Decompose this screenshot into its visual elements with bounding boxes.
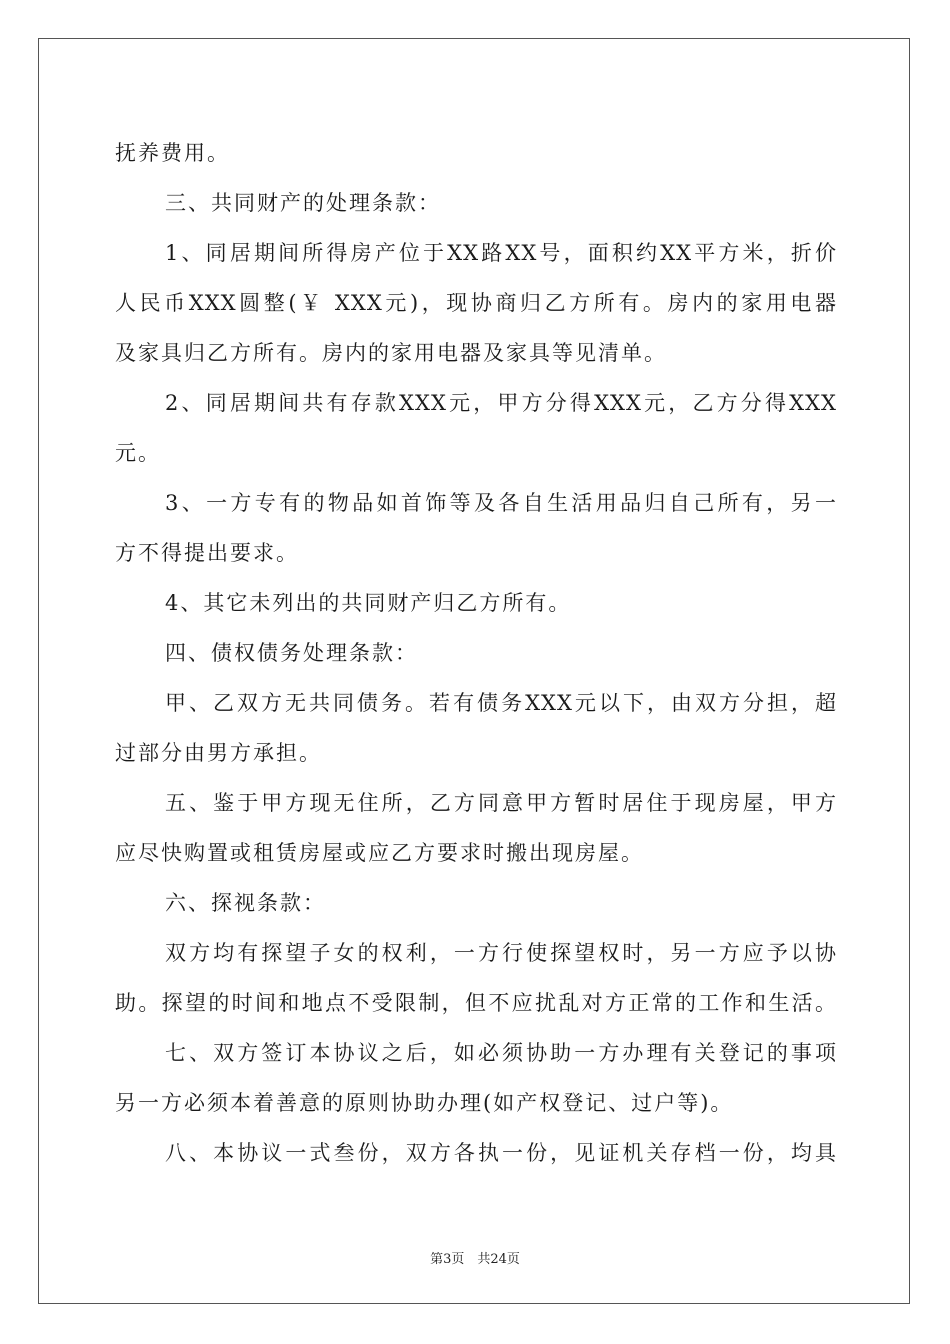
paragraph-line: 应尽快购置或租赁房屋或应乙方要求时搬出现房屋。 xyxy=(115,841,644,865)
paragraph-line: 2、同居期间共有存款XXX元，甲方分得XXX元，乙方分得XXX xyxy=(165,391,837,415)
section-heading: 六、探视条款： xyxy=(165,891,326,915)
paragraph-line: 方不得提出要求。 xyxy=(115,541,299,565)
paragraph-line: 人民币XXX圆整(￥ XXX元)，现协商归乙方所有。房内的家用电器 xyxy=(115,291,837,315)
section-heading: 四、债权债务处理条款： xyxy=(165,641,418,665)
paragraph-line: 七、双方签订本协议之后，如必须协助一方办理有关登记的事项 xyxy=(165,1041,837,1065)
paragraph-line: 过部分由男方承担。 xyxy=(115,741,322,765)
section-heading: 三、共同财产的处理条款： xyxy=(165,191,441,215)
paragraph-line: 及家具归乙方所有。房内的家用电器及家具等见清单。 xyxy=(115,341,667,365)
paragraph-line: 八、本协议一式叁份，双方各执一份，见证机关存档一份，均具 xyxy=(165,1141,837,1165)
paragraph-line: 抚养费用。 xyxy=(115,141,230,165)
paragraph-line: 3、一方专有的物品如首饰等及各自生活用品归自己所有，另一 xyxy=(165,491,837,515)
paragraph-line: 另一方必须本着善意的原则协助办理(如产权登记、过户等)。 xyxy=(115,1091,734,1115)
page-number-footer: 第3页 共24页 xyxy=(430,1252,520,1267)
paragraph-line: 双方均有探望子女的权利，一方行使探望权时，另一方应予以协 xyxy=(165,941,837,965)
paragraph-line: 助。探望的时间和地点不受限制，但不应扰乱对方正常的工作和生活。 xyxy=(115,991,837,1015)
paragraph-line: 1、同居期间所得房产位于XX路XX号，面积约XX平方米，折价 xyxy=(165,241,837,265)
paragraph-line: 4、其它未列出的共同财产归乙方所有。 xyxy=(165,591,572,615)
paragraph-line: 甲、乙双方无共同债务。若有债务XXX元以下，由双方分担，超 xyxy=(165,691,837,715)
paragraph-line: 元。 xyxy=(115,441,161,465)
paragraph-line: 五、鉴于甲方现无住所，乙方同意甲方暂时居住于现房屋，甲方 xyxy=(165,791,837,815)
